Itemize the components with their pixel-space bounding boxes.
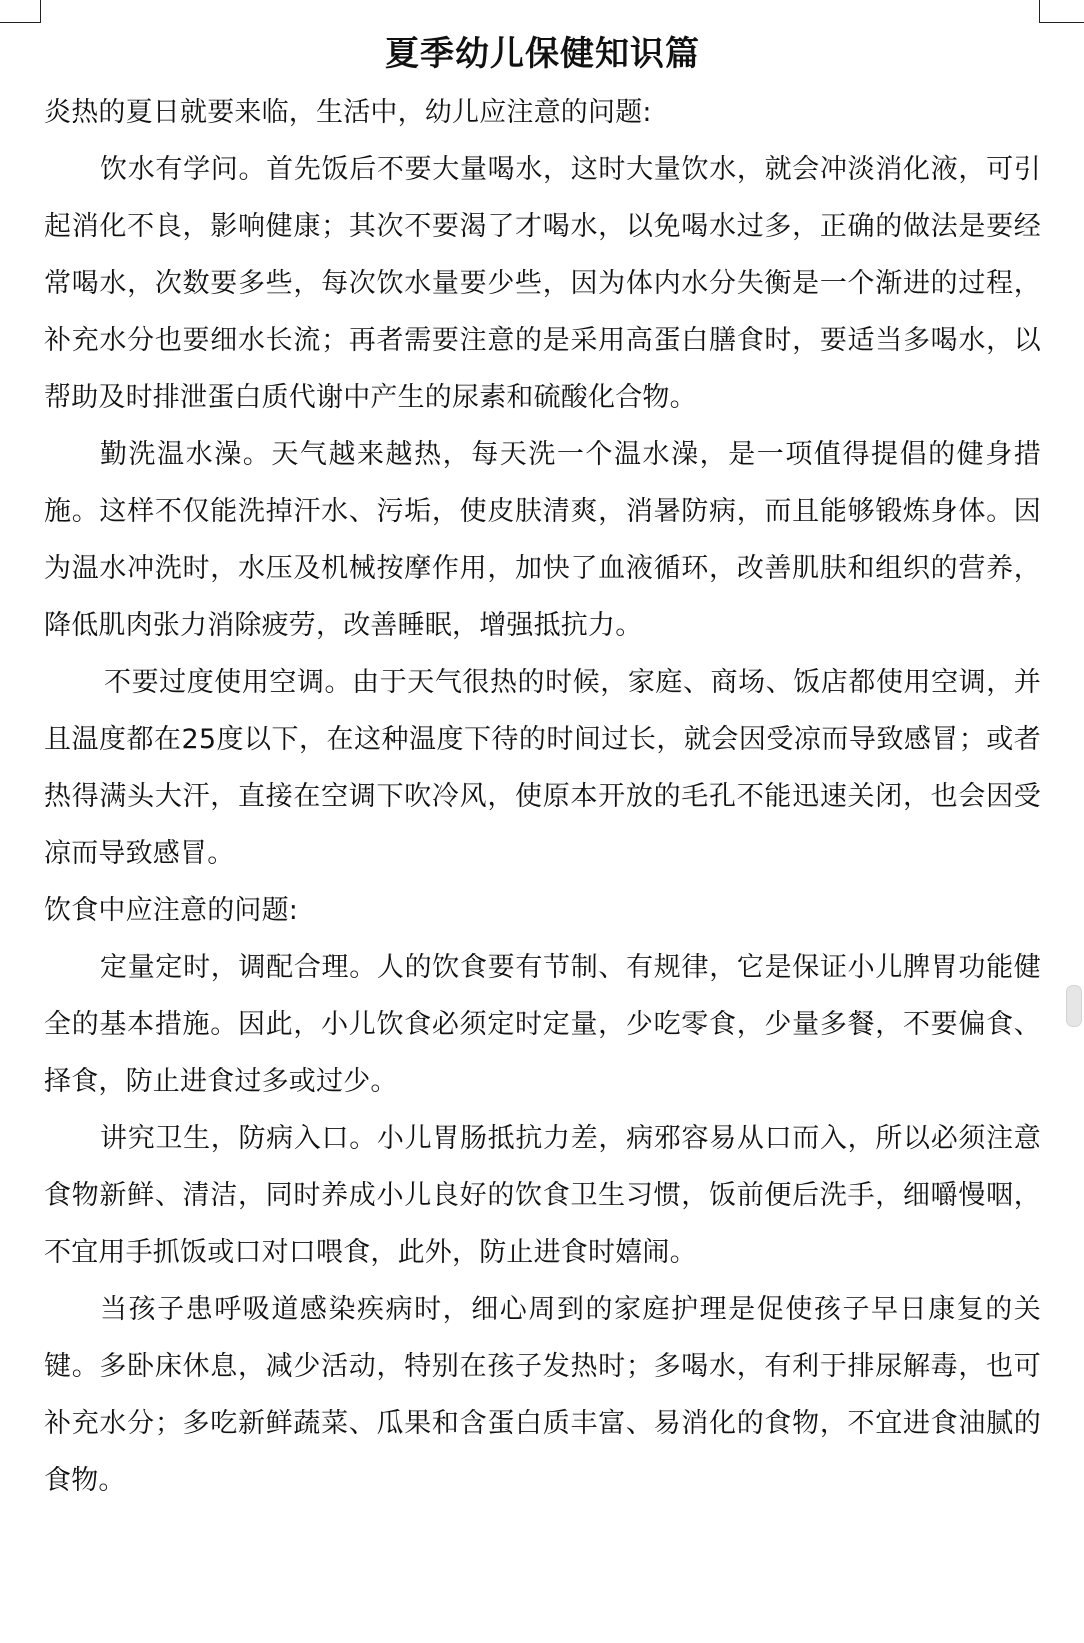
document-title: 夏季幼儿保健知识篇 bbox=[385, 34, 700, 74]
page-corner-mark-top-left bbox=[0, 0, 41, 23]
intro-paragraph: 炎热的夏日就要来临，生活中，幼儿应注意的问题: bbox=[44, 97, 652, 128]
diet-heading: 饮食中应注意的问题: bbox=[44, 895, 299, 926]
paragraph-warm-bath: 勤洗温水澡。天气越来越热，每天洗一个温水澡，是一项值得提倡的健身措施。这样不仅能洗掉汗水、污垢，使皮肤清爽，消暑防病，而且能够锻炼身体。因为温水冲洗时，水压及机械按摩作用，加快了血液循环，改善肌肤和组织的营养，降低肌肉张力消除疲劳，改善睡眠，增强抵抗力。 bbox=[44, 439, 1041, 641]
scrollbar-handle[interactable] bbox=[1066, 985, 1082, 1027]
paragraph-regular-meals: 定量定时，调配合理。人的饮食要有节制、有规律，它是保证小儿脾胃功能健全的基本措施。因此，小儿饮食必须定时定量，少吃零食，少量多餐，不要偏食、择食，防止进食过多或过少。 bbox=[44, 952, 1041, 1097]
paragraph-respiratory-care: 当孩子患呼吸道感染疾病时，细心周到的家庭护理是促使孩子早日康复的关键。多卧床休息，减少活动，特别在孩子发热时；多喝水，有利于排尿解毒，也可补充水分；多吃新鲜蔬菜、瓜果和含蛋白质丰富、易消化的食物，不宜进食油腻的食物。 bbox=[44, 1294, 1041, 1496]
page-corner-mark-top-right bbox=[1039, 0, 1084, 23]
paragraph-food-hygiene: 讲究卫生，防病入口。小儿胃肠抵抗力差，病邪容易从口而入，所以必须注意食物新鲜、清洁，同时养成小儿良好的饮食卫生习惯，饭前便后洗手，细嚼慢咽，不宜用手抓饭或口对口喂食，此外，防止进食时嬉闹。 bbox=[44, 1123, 1041, 1268]
paragraph-drinking-water: 饮水有学问。首先饭后不要大量喝水，这时大量饮水，就会冲淡消化液，可引起消化不良，影响健康；其次不要渴了才喝水，以免喝水过多，正确的做法是要经常喝水，次数要多些，每次饮水量要少些，因为体内水分失衡是一个渐进的过程，补充水分也要细水长流；再者需要注意的是采用高蛋白膳食时，要适当多喝水，以帮助及时排泄蛋白质代谢中产生的尿素和硫酸化合物。 bbox=[44, 154, 1041, 413]
paragraph-air-conditioning: 不要过度使用空调。由于天气很热的时候，家庭、商场、饭店都使用空调，并且温度都在25度以下，在这种温度下待的时间过长，就会因受凉而导致感冒；或者热得满头大汗，直接在空调下吹冷风，使原本开放的毛孔不能迅速关闭，也会因受凉而导致感冒。 bbox=[44, 667, 1041, 869]
document-page bbox=[44, 26, 1041, 1509]
